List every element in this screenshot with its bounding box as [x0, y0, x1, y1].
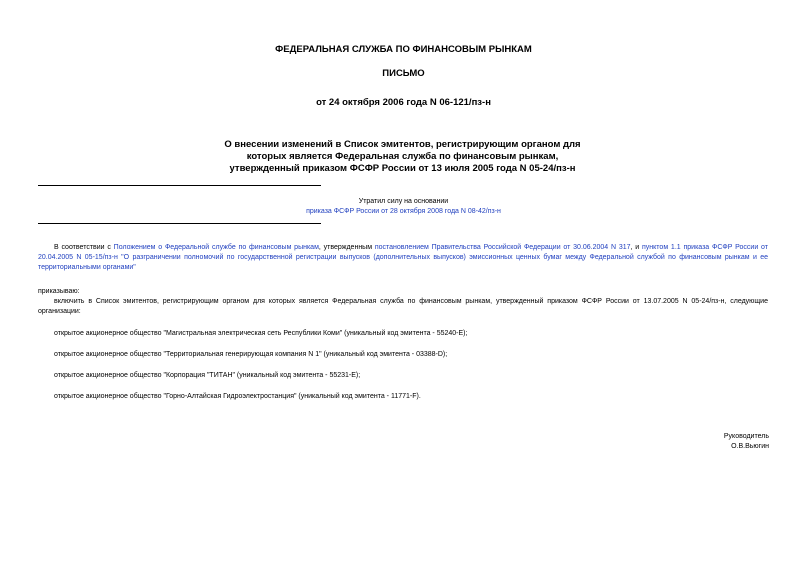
document-subject: [200, 139, 605, 175]
document-date: от 24 октября 2006 года N 06-121/пз-н: [316, 97, 491, 108]
order-word: приказываю:: [38, 288, 80, 295]
order-link[interactable]: пунктом 1.1 приказа ФСФР России от 20.04.2005 N 05-15/пз-н "О разграничении полномочий по государственной регистрации выпусков (дополнительных выпусков) эмиссионных ценных бумаг между Федеральной службой по финансовым рынкам и ее территориальными органами": [38, 244, 768, 272]
list-item: открытое акционерное общество "Территориальная генерирующая компания N 1" (уникальный код эмитента - 03388-D);: [54, 351, 448, 358]
status-text: Утратил силу на основании: [358, 198, 449, 205]
signer-name: О.В.Вьюгин: [731, 443, 769, 451]
preamble-text: , и: [630, 244, 642, 251]
status-note: [0, 197, 807, 217]
status-link[interactable]: приказа ФСФР России от 28 октября 2008 года N 08-42/пз-н: [306, 208, 501, 216]
signature-block: [724, 432, 769, 452]
list-item: открытое акционерное общество "Корпорация "ТИТАН" (уникальный код эмитента - 55231-Е);: [54, 372, 361, 379]
document-type: ПИСЬМО: [382, 68, 425, 79]
agency-name: ФЕДЕРАЛЬНАЯ СЛУЖБА ПО ФИНАНСОВЫМ РЫНКАМ: [275, 44, 532, 55]
subject-line: утвержденный приказом ФСФР России от 13 июля 2005 года N 05-24/пз-н: [229, 163, 576, 174]
preamble-text: В соответствии с: [54, 244, 114, 251]
resolution-link[interactable]: постановлением Правительства Российской Федерации от 30.06.2004 N 317: [374, 244, 631, 251]
regulation-link[interactable]: Положением о Федеральной службе по финансовым рынкам: [113, 244, 319, 251]
divider-bottom: [38, 223, 321, 224]
preamble-paragraph: [38, 243, 768, 274]
divider-top: [38, 185, 321, 186]
subject-line: которых является Федеральная служба по финансовым рынкам,: [246, 151, 559, 162]
list-item: открытое акционерное общество "Магистральная электрическая сеть Республики Коми" (уникальный код эмитента - 55240-Е);: [54, 330, 468, 337]
include-paragraph: включить в Список эмитентов, регистрирующим органом для которых является Федеральная служба по финансовым рынкам, утвержденный приказом ФСФР России от 13.07.2005 N 05-24/пз-н, следующие организации:: [38, 298, 768, 316]
preamble-text: , утвержденным: [318, 244, 375, 251]
list-item: открытое акционерное общество "Горно-Алтайская Гидроэлектростанция" (уникальный код эмитента - 11771-F).: [54, 393, 421, 400]
subject-line: О внесении изменений в Список эмитентов, регистрирующим органом для: [224, 139, 581, 150]
signer-position: Руководитель: [723, 433, 769, 440]
